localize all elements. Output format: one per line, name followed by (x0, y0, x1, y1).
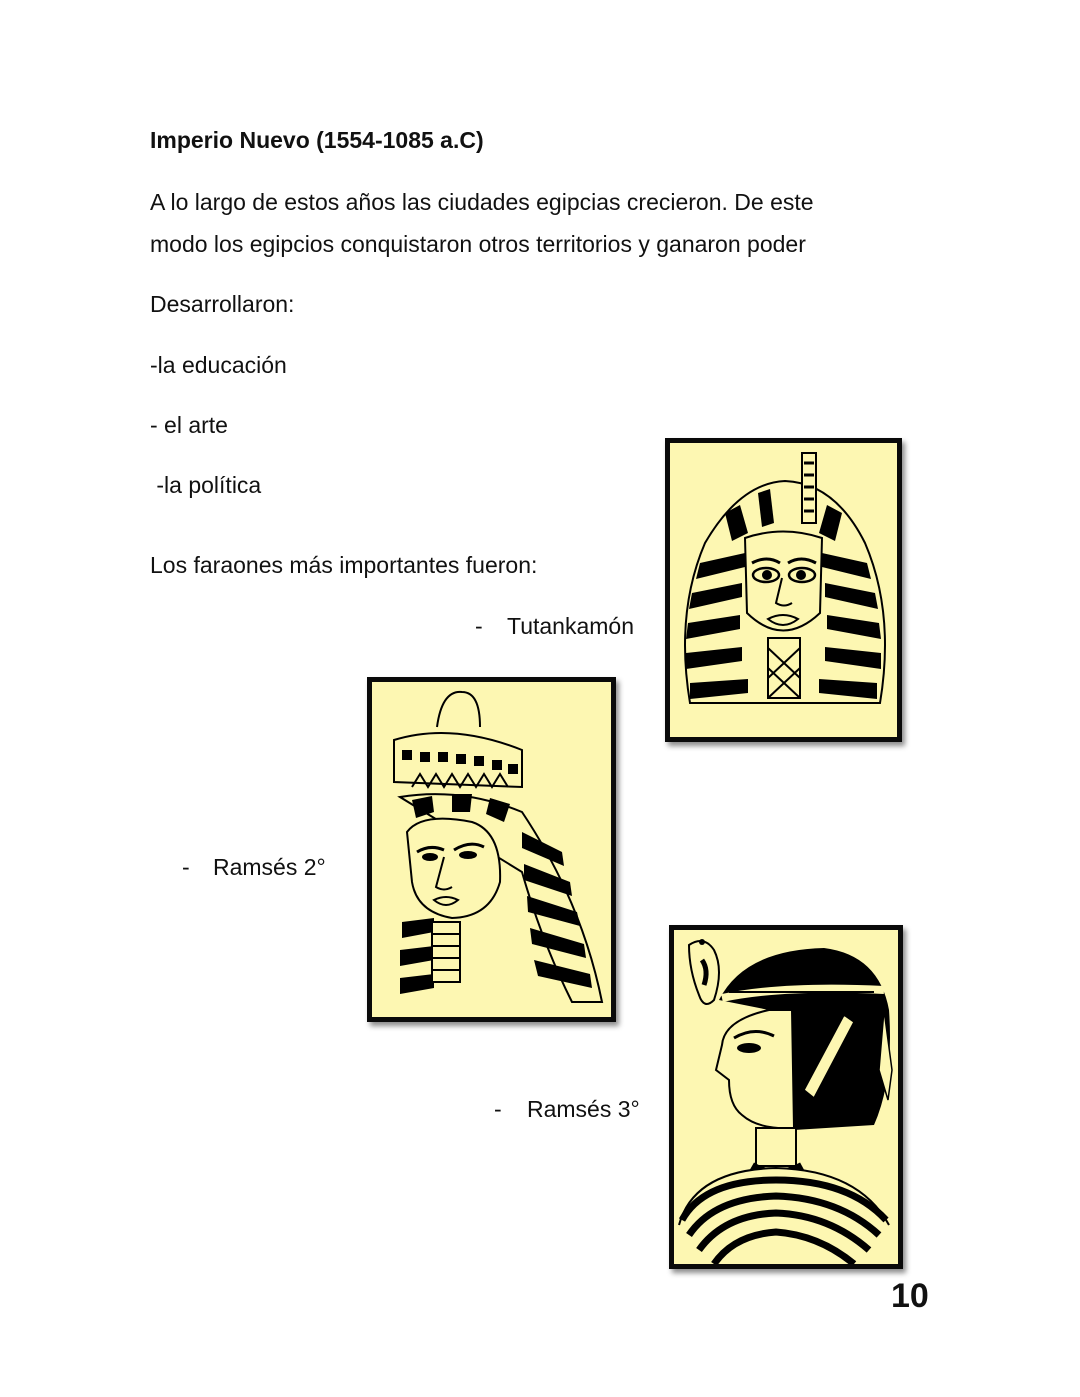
pharaoh-name-ramses-ii: Ramsés 2° (213, 854, 326, 880)
section-heading: Imperio Nuevo (1554-1085 a.C) (150, 127, 484, 153)
list-bullet: - (475, 613, 483, 639)
tutankhamun-illustration (670, 443, 897, 737)
list-bullet: - (494, 1096, 502, 1122)
intro-line-1: A lo largo de estos años las ciudades egipcias crecieron. De este (150, 189, 814, 215)
page-number: 10 (891, 1277, 929, 1315)
list-bullet: - (182, 854, 190, 880)
developed-item: -la política (150, 472, 262, 498)
developed-label: Desarrollaron: (150, 291, 295, 317)
developed-item: -la educación (150, 352, 287, 378)
pharaoh-name-ramses-iii: Ramsés 3° (527, 1096, 640, 1122)
developed-item: - el arte (150, 412, 228, 438)
tutankhamun-drawing (665, 438, 902, 742)
pharaohs-label: Los faraones más importantes fueron: (150, 552, 538, 578)
ramses-ii-drawing (367, 677, 616, 1022)
intro-line-2: modo los egipcios conquistaron otros territorios y ganaron poder (150, 231, 806, 257)
pharaoh-name-tutankamon: Tutankamón (507, 613, 634, 639)
ramses-ii-illustration (372, 682, 611, 1017)
ramses-iii-illustration (674, 930, 898, 1264)
ramses-iii-drawing (669, 925, 903, 1269)
